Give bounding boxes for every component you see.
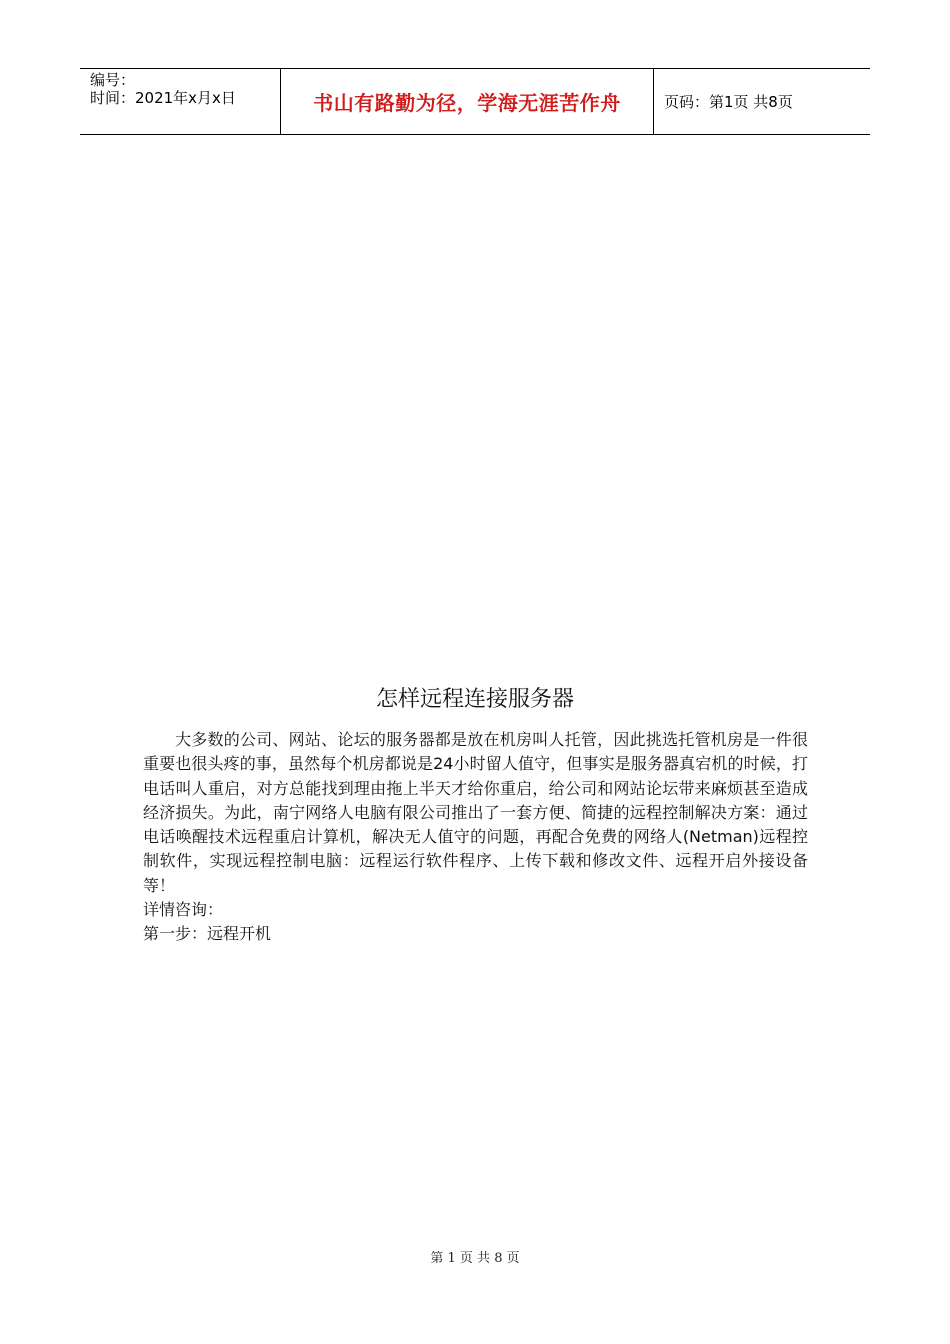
body-paragraph: 大多数的公司、网站、论坛的服务器都是放在机房叫人托管，因此挑选托管机房是一件很重要也很头疼的事，虽然每个机房都说是24小时留人值守，但事实是服务器真宕机的时候，打电话叫人重启，对方总能找到理由拖上半天才给你重启，给公司和网站论坛带来麻烦甚至造成经济损失。为此，南宁网络人电脑有限公司推出了一套方便、简捷的远程控制解决方案：通过电话唤醒技术远程重启计算机，解决无人值守的问题，再配合免费的网络人(Netman)远程控制软件，实现远程控制电脑：远程运行软件程序、上传下载和修改文件、远程开启外接设备等！ [143,730,808,895]
document-title: 怎样远程连接服务器 [375,687,574,712]
serial-label: 编号： [90,71,136,89]
step-one-line: 第一步：远程开机 [143,924,272,944]
page-footer: 第 1 页 共 8 页 [430,1251,520,1266]
header-page-info: 页码：第1页 共8页 [664,93,793,111]
header-table [80,68,870,135]
header-info-cell [80,69,281,134]
header-motto: 书山有路勤为径，学海无涯苦作舟 [281,69,654,134]
details-line: 详情咨询： [143,900,224,920]
document-body [143,728,808,947]
time-label: 时间：2021年x月x日 [90,89,236,107]
